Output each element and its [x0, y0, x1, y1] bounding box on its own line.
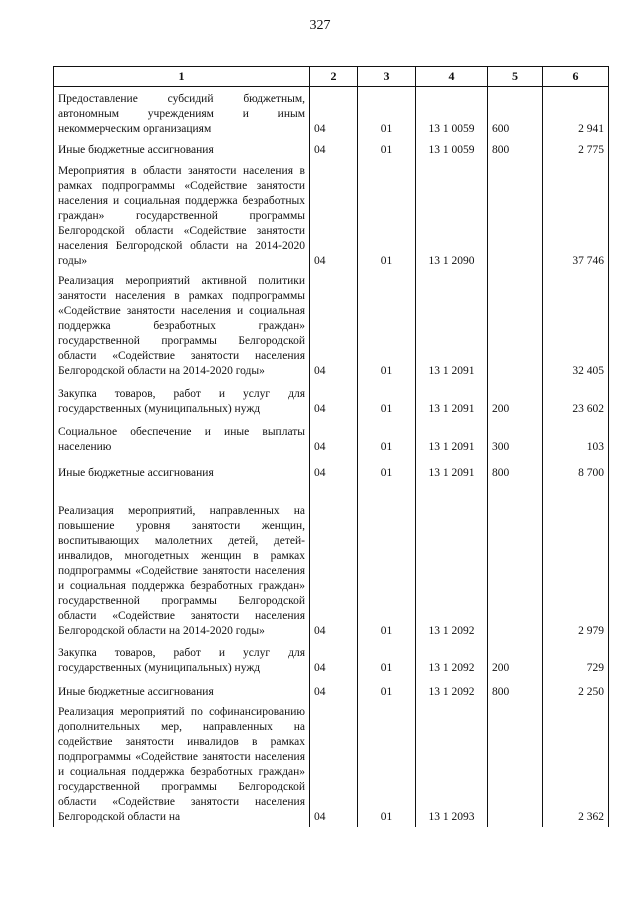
row-name: Предоставление субсидий бюджетным, автономным учреждениям и иным некоммерческим организациям [54, 87, 310, 139]
row-col-6: 2 362 [543, 702, 609, 827]
row-col-3: 01 [358, 160, 416, 271]
row-col-5 [488, 702, 543, 827]
row-col-2: 04 [310, 160, 358, 271]
header-col-2: 2 [310, 67, 358, 87]
row-name: Закупка товаров, работ и услуг для государственных (муниципальных) нужд [54, 381, 310, 419]
row-col-2: 04 [310, 419, 358, 457]
row-name: Иные бюджетные ассигнования [54, 139, 310, 160]
row-col-3: 01 [358, 678, 416, 702]
header-col-5: 5 [488, 67, 543, 87]
row-col-6: 2 775 [543, 139, 609, 160]
row-col-5: 800 [488, 678, 543, 702]
row-name: Иные бюджетные ассигнования [54, 457, 310, 483]
row-col-5: 200 [488, 641, 543, 678]
row-col-4: 13 1 2090 [416, 160, 488, 271]
row-name: Социальное обеспечение и иные выплаты населению [54, 419, 310, 457]
row-col-4: 13 1 2091 [416, 271, 488, 381]
row-col-3: 01 [358, 271, 416, 381]
row-col-3: 01 [358, 381, 416, 419]
row-name: Мероприятия в области занятости населения в рамках подпрограммы «Содействие занятости населения и социальная поддержка безработных граждан» государственной программы Белгородской области «Содействие занятости населения Белгородской области на 2014-2020 годы» [54, 160, 310, 271]
table-row [54, 641, 609, 678]
row-col-6: 729 [543, 641, 609, 678]
budget-table [53, 66, 609, 827]
row-col-3: 01 [358, 457, 416, 483]
row-col-6: 37 746 [543, 160, 609, 271]
row-col-6: 103 [543, 419, 609, 457]
row-col-5 [488, 160, 543, 271]
row-name: Иные бюджетные ассигнования [54, 678, 310, 702]
header-col-1: 1 [54, 67, 310, 87]
row-col-2: 04 [310, 87, 358, 139]
row-col-2: 04 [310, 678, 358, 702]
table-row [54, 381, 609, 419]
row-col-2: 04 [310, 139, 358, 160]
table-row [54, 87, 609, 139]
row-col-2: 04 [310, 641, 358, 678]
row-col-3: 01 [358, 419, 416, 457]
table-row [54, 160, 609, 271]
row-col-6: 32 405 [543, 271, 609, 381]
row-col-6: 2 250 [543, 678, 609, 702]
row-col-2: 04 [310, 457, 358, 483]
table-row [54, 702, 609, 827]
row-col-6: 2 979 [543, 483, 609, 641]
row-col-3: 01 [358, 87, 416, 139]
row-col-4: 13 1 0059 [416, 139, 488, 160]
row-col-6: 8 700 [543, 457, 609, 483]
row-col-5 [488, 483, 543, 641]
row-col-2: 04 [310, 271, 358, 381]
row-col-4: 13 1 2092 [416, 641, 488, 678]
row-col-6: 23 602 [543, 381, 609, 419]
row-col-4: 13 1 2092 [416, 483, 488, 641]
header-col-4: 4 [416, 67, 488, 87]
table-row [54, 139, 609, 160]
row-col-2: 04 [310, 702, 358, 827]
table-row [54, 419, 609, 457]
table-row [54, 483, 609, 641]
row-col-2: 04 [310, 381, 358, 419]
table-row [54, 678, 609, 702]
row-name: Реализация мероприятий по софинансированию дополнительных мер, направленных на содействие занятости инвалидов в рамках подпрограммы «Содействие занятости населения и социальная поддержка безработных граждан» государственной программы Белгородской области «Содействие занятости населения Белгородской области на [54, 702, 310, 827]
row-col-5: 800 [488, 457, 543, 483]
row-col-4: 13 1 0059 [416, 87, 488, 139]
row-name: Реализация мероприятий активной политики занятости населения в рамках подпрограммы «Содействие занятости населения и социальная поддержка безработных граждан» государственной программы Белгородской области «Содействие занятости населения Белгородской области на 2014-2020 годы» [54, 271, 310, 381]
row-col-3: 01 [358, 702, 416, 827]
row-col-4: 13 1 2091 [416, 457, 488, 483]
row-col-2: 04 [310, 483, 358, 641]
table-header-row [54, 67, 609, 87]
row-name: Реализация мероприятий, направленных на повышение уровня занятости женщин, воспитывающих малолетних детей, детей-инвалидов, многодетных женщин в рамках подпрограммы «Содействие занятости населения и социальная поддержка безработных граждан» государственной программы Белгородской области «Содействие занятости населения Белгородской области на 2014-2020 годы» [54, 483, 310, 641]
row-col-5: 800 [488, 139, 543, 160]
row-col-5: 300 [488, 419, 543, 457]
row-col-6: 2 941 [543, 87, 609, 139]
row-col-4: 13 1 2093 [416, 702, 488, 827]
row-name: Закупка товаров, работ и услуг для государственных (муниципальных) нужд [54, 641, 310, 678]
header-col-3: 3 [358, 67, 416, 87]
row-col-4: 13 1 2091 [416, 419, 488, 457]
table-row [54, 271, 609, 381]
row-col-5: 200 [488, 381, 543, 419]
row-col-3: 01 [358, 139, 416, 160]
row-col-5: 600 [488, 87, 543, 139]
row-col-3: 01 [358, 641, 416, 678]
row-col-4: 13 1 2091 [416, 381, 488, 419]
row-col-4: 13 1 2092 [416, 678, 488, 702]
table-row [54, 457, 609, 483]
row-col-5 [488, 271, 543, 381]
row-col-3: 01 [358, 483, 416, 641]
page-number: 327 [309, 18, 331, 33]
header-col-6: 6 [543, 67, 609, 87]
